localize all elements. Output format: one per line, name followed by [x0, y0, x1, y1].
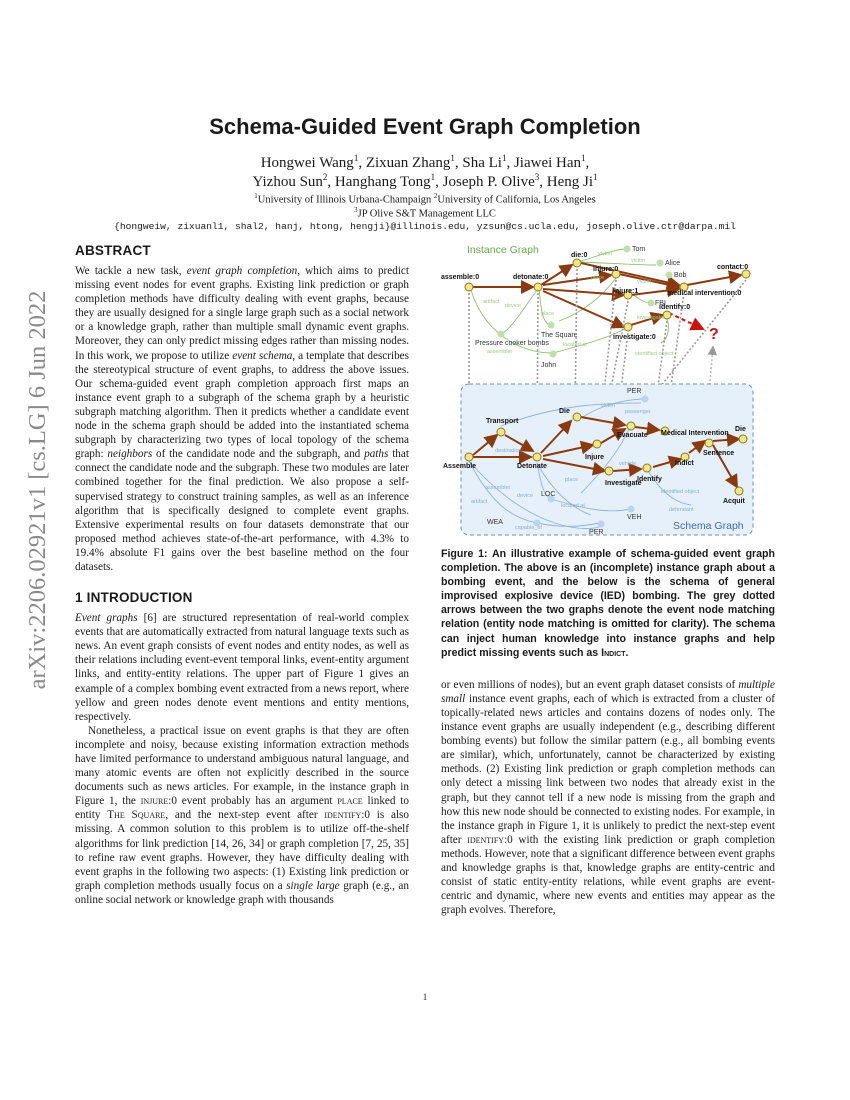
caption-smallcaps: Indict [601, 646, 626, 659]
abstract-segment: of the candidate node and the subgraph, and [152, 448, 365, 461]
role-label: place [541, 311, 555, 317]
intro-segment: :0 event probably has an argument [168, 795, 338, 808]
schema-label-die-2: Die [735, 426, 746, 433]
schema-label-investigate: Investigate [605, 480, 642, 487]
missing-event-edge [669, 313, 703, 329]
caption-segment: Figure 1: An illustrative example of schema-guided event graph completion. The above is an (incomplete) instance graph about a bombing event, and the below is the schema of general improvised explosive device (IED) bombing. The grey dotted arrows between the two graphs denote the event node matching relation (entity node matching is omitted for clarity). The schema can inject human knowledge into instance graphs and help predict missing events such as [441, 548, 775, 659]
intro-smallcaps: injure [140, 795, 169, 808]
abstract-segment: We tackle a new task, [75, 265, 187, 277]
author-name: Jiawei Han [513, 155, 582, 171]
abstract-heading: ABSTRACT [75, 243, 151, 258]
paper-title: Schema-Guided Event Graph Completion [209, 114, 641, 139]
schema-node-injure [593, 440, 601, 448]
role-label: investigator [637, 315, 666, 321]
schema-node-die [573, 413, 581, 421]
role-label: device [505, 303, 521, 309]
abstract-emphasis: paths [364, 448, 389, 461]
affiliation-jpolive: JP Olive S&T Management LLC [357, 208, 496, 220]
label-the-square: The Square [541, 332, 578, 339]
abstract-text [75, 264, 409, 574]
schema-role-label: device [517, 493, 533, 499]
schema-node-sentence [705, 439, 713, 447]
intro-segment: , and the next-step event after [165, 809, 325, 822]
intro-segment: Nonetheless, a practical issue on event graphs is that they are often incomplete and noisy, because existing information extraction methods have limited performance to understand ambiguous natural language, and many atomic events are often not explicitly described in the source documents such as news articles. For example, in the instance graph in Figure 1, the [75, 724, 409, 808]
intro-emphasis: single large [286, 879, 340, 892]
label-medical: medical intervention:0 [667, 290, 742, 297]
schema-node-assemble [465, 453, 473, 461]
label-bob: Bob [674, 272, 687, 279]
event-node-die [573, 259, 581, 267]
author-sup: 1 [581, 153, 586, 163]
schema-label-identify: Identify [637, 476, 662, 483]
label-tom: Tom [632, 246, 646, 253]
schema-node-die-2 [739, 435, 747, 443]
schema-graph-label: Schema Graph [673, 520, 744, 532]
schema-label-injure: Injure [585, 454, 605, 461]
schema-label-die: Die [559, 408, 570, 415]
schema-role-label: victim [601, 403, 616, 409]
intro-smallcaps: The Square [107, 809, 166, 822]
caption-segment: . [625, 646, 629, 659]
intro-segment: linked to entity [75, 795, 409, 822]
schema-role-label: destination [495, 448, 522, 454]
author-name: Sha Li [462, 155, 502, 171]
author-sup: 1 [593, 172, 598, 182]
label-detonate: detonate:0 [513, 274, 549, 281]
label-assemble: assemble:0 [441, 274, 480, 281]
abstract-emphasis: event schema [232, 349, 293, 362]
schema-label-sentence: Sentence [703, 450, 735, 457]
schema-node-evacuate [627, 422, 635, 430]
author-name: Hanghang Tong [334, 174, 431, 190]
authors-line-1 [0, 153, 850, 172]
instance-graph-label: Instance Graph [467, 244, 539, 256]
event-node-assemble [465, 283, 473, 291]
left-column [75, 243, 409, 907]
author-name: Hongwei Wang [260, 155, 354, 171]
schema-label-acquit: Acquit [723, 498, 745, 505]
right-smallcaps: identify [467, 833, 505, 846]
schema-label-veh: VEH [627, 514, 642, 521]
role-label: identified object [635, 351, 674, 357]
schema-label-indict: Indict [675, 460, 694, 467]
role-label: victim [598, 251, 613, 257]
label-injure-1: injure:1 [613, 288, 639, 295]
affiliation-sup: 1 [254, 192, 258, 200]
schema-node-identify [643, 464, 651, 472]
affiliation-uiuc: University of Illinois Urbana-Champaign [257, 194, 432, 206]
label-contact: contact:0 [717, 264, 749, 271]
role-label: located at [563, 342, 587, 348]
label-pressure-cooker: Pressure cooker bombs [475, 340, 549, 347]
role-label: place [591, 275, 605, 281]
abstract-emphasis: event graph completion [186, 265, 298, 277]
schema-label-medical [661, 430, 729, 437]
intro-paragraph-1 [75, 611, 409, 724]
author-sup: 1 [353, 153, 359, 163]
author-sup: 1 [450, 153, 455, 163]
schema-figure [441, 243, 775, 543]
abstract-segment: , which aims to predict missing event nodes for event graphs. Existing link prediction or graph completion methods have difficulty dealing with event graphs, because they are usually designed for a single large graph such as a social network or a knowledge graph, rather than multiple small dynamic event graphs. Moreover, they can only predict missing edges rather than missing nodes. In this work, we propose to utilize [75, 265, 410, 362]
author-sup: 1 [501, 153, 507, 163]
author-sup: 2 [322, 172, 328, 182]
intro-emphasis: Event graphs [75, 612, 138, 625]
affiliation-sup: 3 [354, 206, 358, 214]
schema-role-label: assembler [485, 485, 511, 491]
figure-1-caption [441, 547, 775, 660]
author-separator: , [585, 155, 590, 171]
intro-segment: [6] are structured representation of real-world complex events that are automatically extracted from natural language texts such as news. An event graph consists of event nodes and entity nodes, as well as their relations including event-event temporal links, event-entity argument links, and entity-entity relations. The upper part of Figure 1 gives an example of a complex bombing event extracted from a news report, where yellow and green nodes denote event mentions and entity mentions, respectively. [75, 612, 409, 723]
schema-label-detonate: Detonate [517, 463, 547, 470]
affiliations-line-2 [0, 206, 850, 220]
abstract-emphasis: neighbors [107, 448, 153, 461]
schema-role-label: identified object [661, 489, 700, 495]
schema-node-investigate [605, 467, 613, 475]
author-separator: , [358, 155, 366, 171]
role-label: artifact [483, 299, 500, 305]
schema-label-wea: WEA [487, 519, 503, 526]
intro-segment: graph (e.g., an online social network or knowledge graph with thousands [75, 879, 409, 906]
right-column-text [441, 678, 775, 918]
page-number: 1 [422, 992, 428, 1002]
schema-role-label: vehicle [619, 461, 637, 467]
affiliations-line-1 [0, 192, 850, 206]
event-node-detonate [534, 283, 542, 291]
right-segment: instance event graphs, each of which is extracted from a cluster of topically-related news articles and contains dozens of nodes only. The instance event graphs are usually independent (e.g., describing different bombing events) but follow the similar pattern (e.g., all bombing events are similar), which, unfortunately, cannot be characterized by existing methods. (2) Existing link prediction or graph completion methods can only detect a missing link between two nodes that already exist in the graph, but they cannot tell if a new node is missing from the graph and how this new node should be connected to existing nodes. For example, in the instance graph in Figure 1, it is unlikely to predict the next-step event after [441, 692, 775, 846]
author-separator: , [539, 174, 547, 190]
schema-role-label: passenger [625, 409, 651, 415]
schema-label-medical-text: Medical Intervention [661, 430, 729, 437]
schema-label-evacuate: Evacuate [617, 432, 648, 439]
affiliation-sup: 2 [433, 192, 438, 200]
intro-smallcaps: place [337, 795, 363, 808]
author-separator: , [435, 174, 443, 190]
intro-segment: :0 is also missing. A common solution to this problem is to utilize off-the-shelf algorithms for link prediction [14, 26, 34] or graph completion [7, 25, 35] to refine raw event graphs. However, they have difficulty dealing with event graphs in the following two aspects: (1) Existing link prediction or graph completion methods usually focus on a [75, 809, 409, 892]
label-alice: Alice [665, 260, 681, 267]
label-identify: identify:0 [659, 304, 691, 311]
schema-role-label: capable_of [515, 525, 542, 531]
abstract-segment: that connect the candidate node and the subgraph. These two modules are later combined together for the final prediction. We also propose a self-supervised strategy to construct training samples, as well as an inference algorithm that is specifically designed to complete event graphs. Extensive experimental results on four datasets demonstrate that our proposed method achieves state-of-the-art performance, with 4.3% to 19.4% absolute F1 gains over the best baseline method on the four datasets. [75, 448, 409, 573]
missing-event-question-mark: ? [709, 326, 719, 343]
author-name: Joseph P. Olive [442, 174, 535, 190]
label-die: die:0 [571, 252, 588, 259]
author-separator: , [327, 174, 335, 190]
schema-role-label: located at [561, 503, 585, 509]
label-investigate: investigate:0 [613, 334, 656, 341]
author-separator: , [454, 155, 463, 171]
schema-label-assemble: Assemble [443, 463, 477, 470]
authors-line-2 [0, 172, 850, 191]
schema-role-label: artifact [471, 499, 488, 505]
author-sup: 3 [534, 172, 540, 182]
author-name: Zixuan Zhang [365, 155, 451, 171]
arxiv-stamp [18, 290, 58, 690]
figure-1 [441, 243, 775, 660]
schema-role-label: place [565, 477, 579, 483]
role-label: assembler [487, 349, 513, 355]
author-sup: 1 [430, 172, 436, 182]
right-segment: :0 with the existing link prediction or graph completion methods. However, note that a significant difference between event graphs and knowledge graphs is that, knowledge graphs are entity-centric and consist of static entity-entity relations, while event graphs are event-centric and dynamic, where new events and entities may appear as the graph evolves. Therefore, [441, 833, 775, 917]
introduction-heading: 1 INTRODUCTION [75, 590, 193, 606]
schema-role-label: defendant [669, 507, 694, 513]
schema-node-acquit [735, 487, 743, 495]
event-node-investigate [624, 323, 632, 331]
author-name: Heng Ji [546, 174, 594, 190]
label-fbi: FBI [655, 300, 666, 307]
event-node-contact [742, 270, 750, 278]
author-separator: , [506, 155, 514, 171]
schema-label-per-2: PER [589, 529, 604, 536]
right-column [441, 243, 775, 917]
abstract-segment: , a template that describes the stereotypical structure of event graphs, to address the above issues. Our schema-guided event graph completion approach first maps an instance event graph to a subgraph of the schema graph by a heuristic subgraph matching algorithm. Then it predicts whether a candidate event node in the schema graph should be added into the instantiated schema subgraph by characterizing two types of local topology of the schema graph: [75, 349, 410, 461]
schema-label-per: PER [627, 388, 642, 395]
schema-node-transport [497, 428, 505, 436]
author-name: Yizhou Sun [252, 174, 323, 190]
affiliation-ucla: University of California, Los Angeles [437, 194, 596, 206]
schema-label-transport: Transport [486, 418, 519, 425]
schema-node-detonate [533, 453, 541, 461]
schema-label-loc: LOC [541, 491, 556, 498]
right-segment: or even millions of nodes), but an event graph dataset consists of [441, 678, 739, 691]
intro-smallcaps: identify [324, 809, 362, 822]
arxiv-stamp-text: arXiv:2206.02921v1 [cs.LG] 6 Jun 2022 [24, 290, 51, 690]
right-emphasis: multiple small [441, 678, 775, 705]
role-label: victim [631, 258, 646, 264]
author-emails: {hongweiw, zixuanl1, shal2, hanj, htong, hengji}@illinois.edu, yzsun@cs.ucla.edu, joseph.olive.ctr@darpa.mil [114, 221, 736, 232]
label-john: John [541, 362, 557, 369]
label-injure-0: injure:0 [593, 266, 619, 273]
role-label: victim [637, 279, 652, 285]
intro-paragraph-2 [75, 724, 409, 907]
